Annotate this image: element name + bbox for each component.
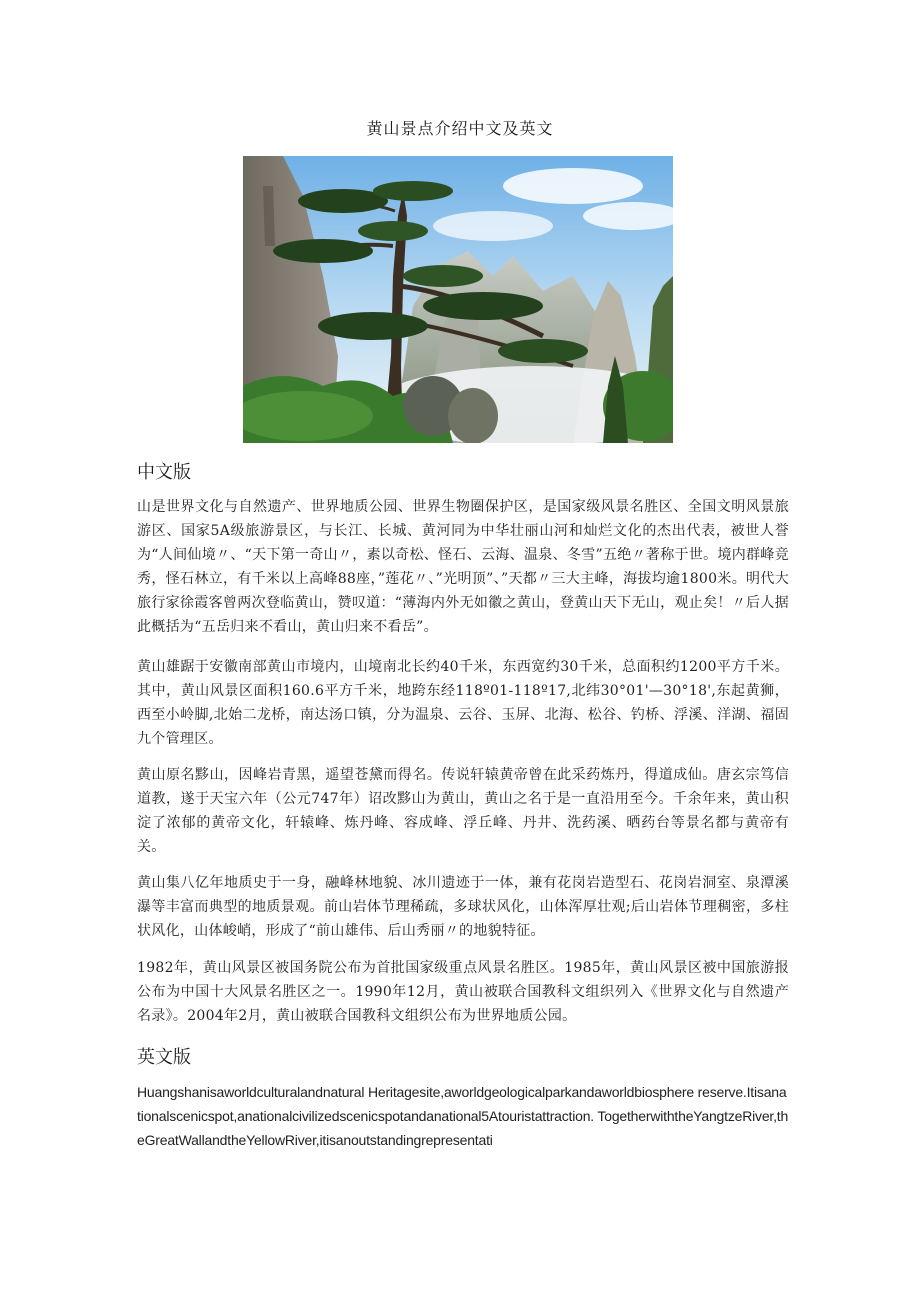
chinese-paragraph-5: 1982年，黄山风景区被国务院公布为首批国家级重点风景名胜区。1985年，黄山风景区被中国旅游报公布为中国十大风景名胜区之一。1990年12月，黄山被联合国教科文组织列入《世界文化与自然遗产名录》。2004年2月，黄山被联合国教科文组织公布为世界地质公园。 (137, 960, 789, 1024)
chinese-paragraph-2: 黄山雄踞于安徽南部黄山市境内，山境南北长约40千米，东西宽约30千米，总面积约1200平方千米。其中，黄山风景区面积160.6平方千米，地跨东经118º01-118º17,北纬30°01'—30°18',东起黄狮，西至小岭脚,北始二龙桥，南达汤口镇，分为温泉、云谷、玉屏、北海、松谷、钓桥、浮溪、洋湖、福固九个管理区。 (137, 659, 789, 747)
english-section-heading: 英文版 (137, 1047, 191, 1068)
chinese-paragraph-3: 黄山原名黟山，因峰岩青黑，遥望苍黛而得名。传说轩辕黄帝曾在此采药炼丹，得道成仙。唐玄宗笃信道教，遂于天宝六年（公元747年）诏改黟山为黄山，黄山之名于是一直沿用至今。千余年来，黄山积淀了浓郁的黄帝文化，轩辕峰、炼丹峰、容成峰、浮丘峰、丹井、洗药溪、晒药台等景名都与黄帝有关。 (137, 767, 789, 855)
english-paragraph-1: Huangshanisaworldculturalandnatural Heritagesite,aworldgeologicalparkandaworldbiosphere reserve.Itisanationalscenicspot,anationalcivilizedscenicspotandanational5Atouristattraction. TogetherwiththeYangtzeRiver,theGreatWallandtheYellowRiver,itisanoutstandingrepresentati (137, 1084, 789, 1148)
chinese-paragraph-4: 黄山集八亿年地质史于一身，融峰林地貌、冰川遗迹于一体，兼有花岗岩造型石、花岗岩洞室、泉潭溪瀑等丰富而典型的地质景观。前山岩体节理稀疏，多球状风化，山体浑厚壮观;后山岩体节理稠密，多柱状风化，山体峻峭，形成了“前山雄伟、后山秀丽〃的地貌特征。 (137, 875, 789, 939)
welcoming-pine-mountain-photo-icon (243, 156, 673, 443)
chinese-section-heading: 中文版 (137, 462, 191, 483)
hero-image (243, 156, 673, 443)
document-title: 黄山景点介绍中文及英文 (366, 119, 554, 138)
chinese-paragraph-1: 山是世界文化与自然遗产、世界地质公园、世界生物圈保护区，是国家级风景名胜区、全国文明风景旅游区、国家5A级旅游景区，与长江、长城、黄河同为中华壮丽山河和灿烂文化的杰出代表，被世人誉为“人间仙境〃、“天下第一奇山〃，素以奇松、怪石、云海、温泉、冬雪”五绝〃著称于世。境内群峰竞秀，怪石林立，有千米以上高峰88座，”莲花〃、”光明顶”、”天都〃三大主峰，海拔均逾1800米。明代大旅行家徐霞客曾两次登临黄山，赞叹道：“薄海内外无如徽之黄山，登黄山天下无山，观止矣！〃后人据此概括为“五岳归来不看山，黄山归来不看岳”。 (137, 499, 789, 635)
